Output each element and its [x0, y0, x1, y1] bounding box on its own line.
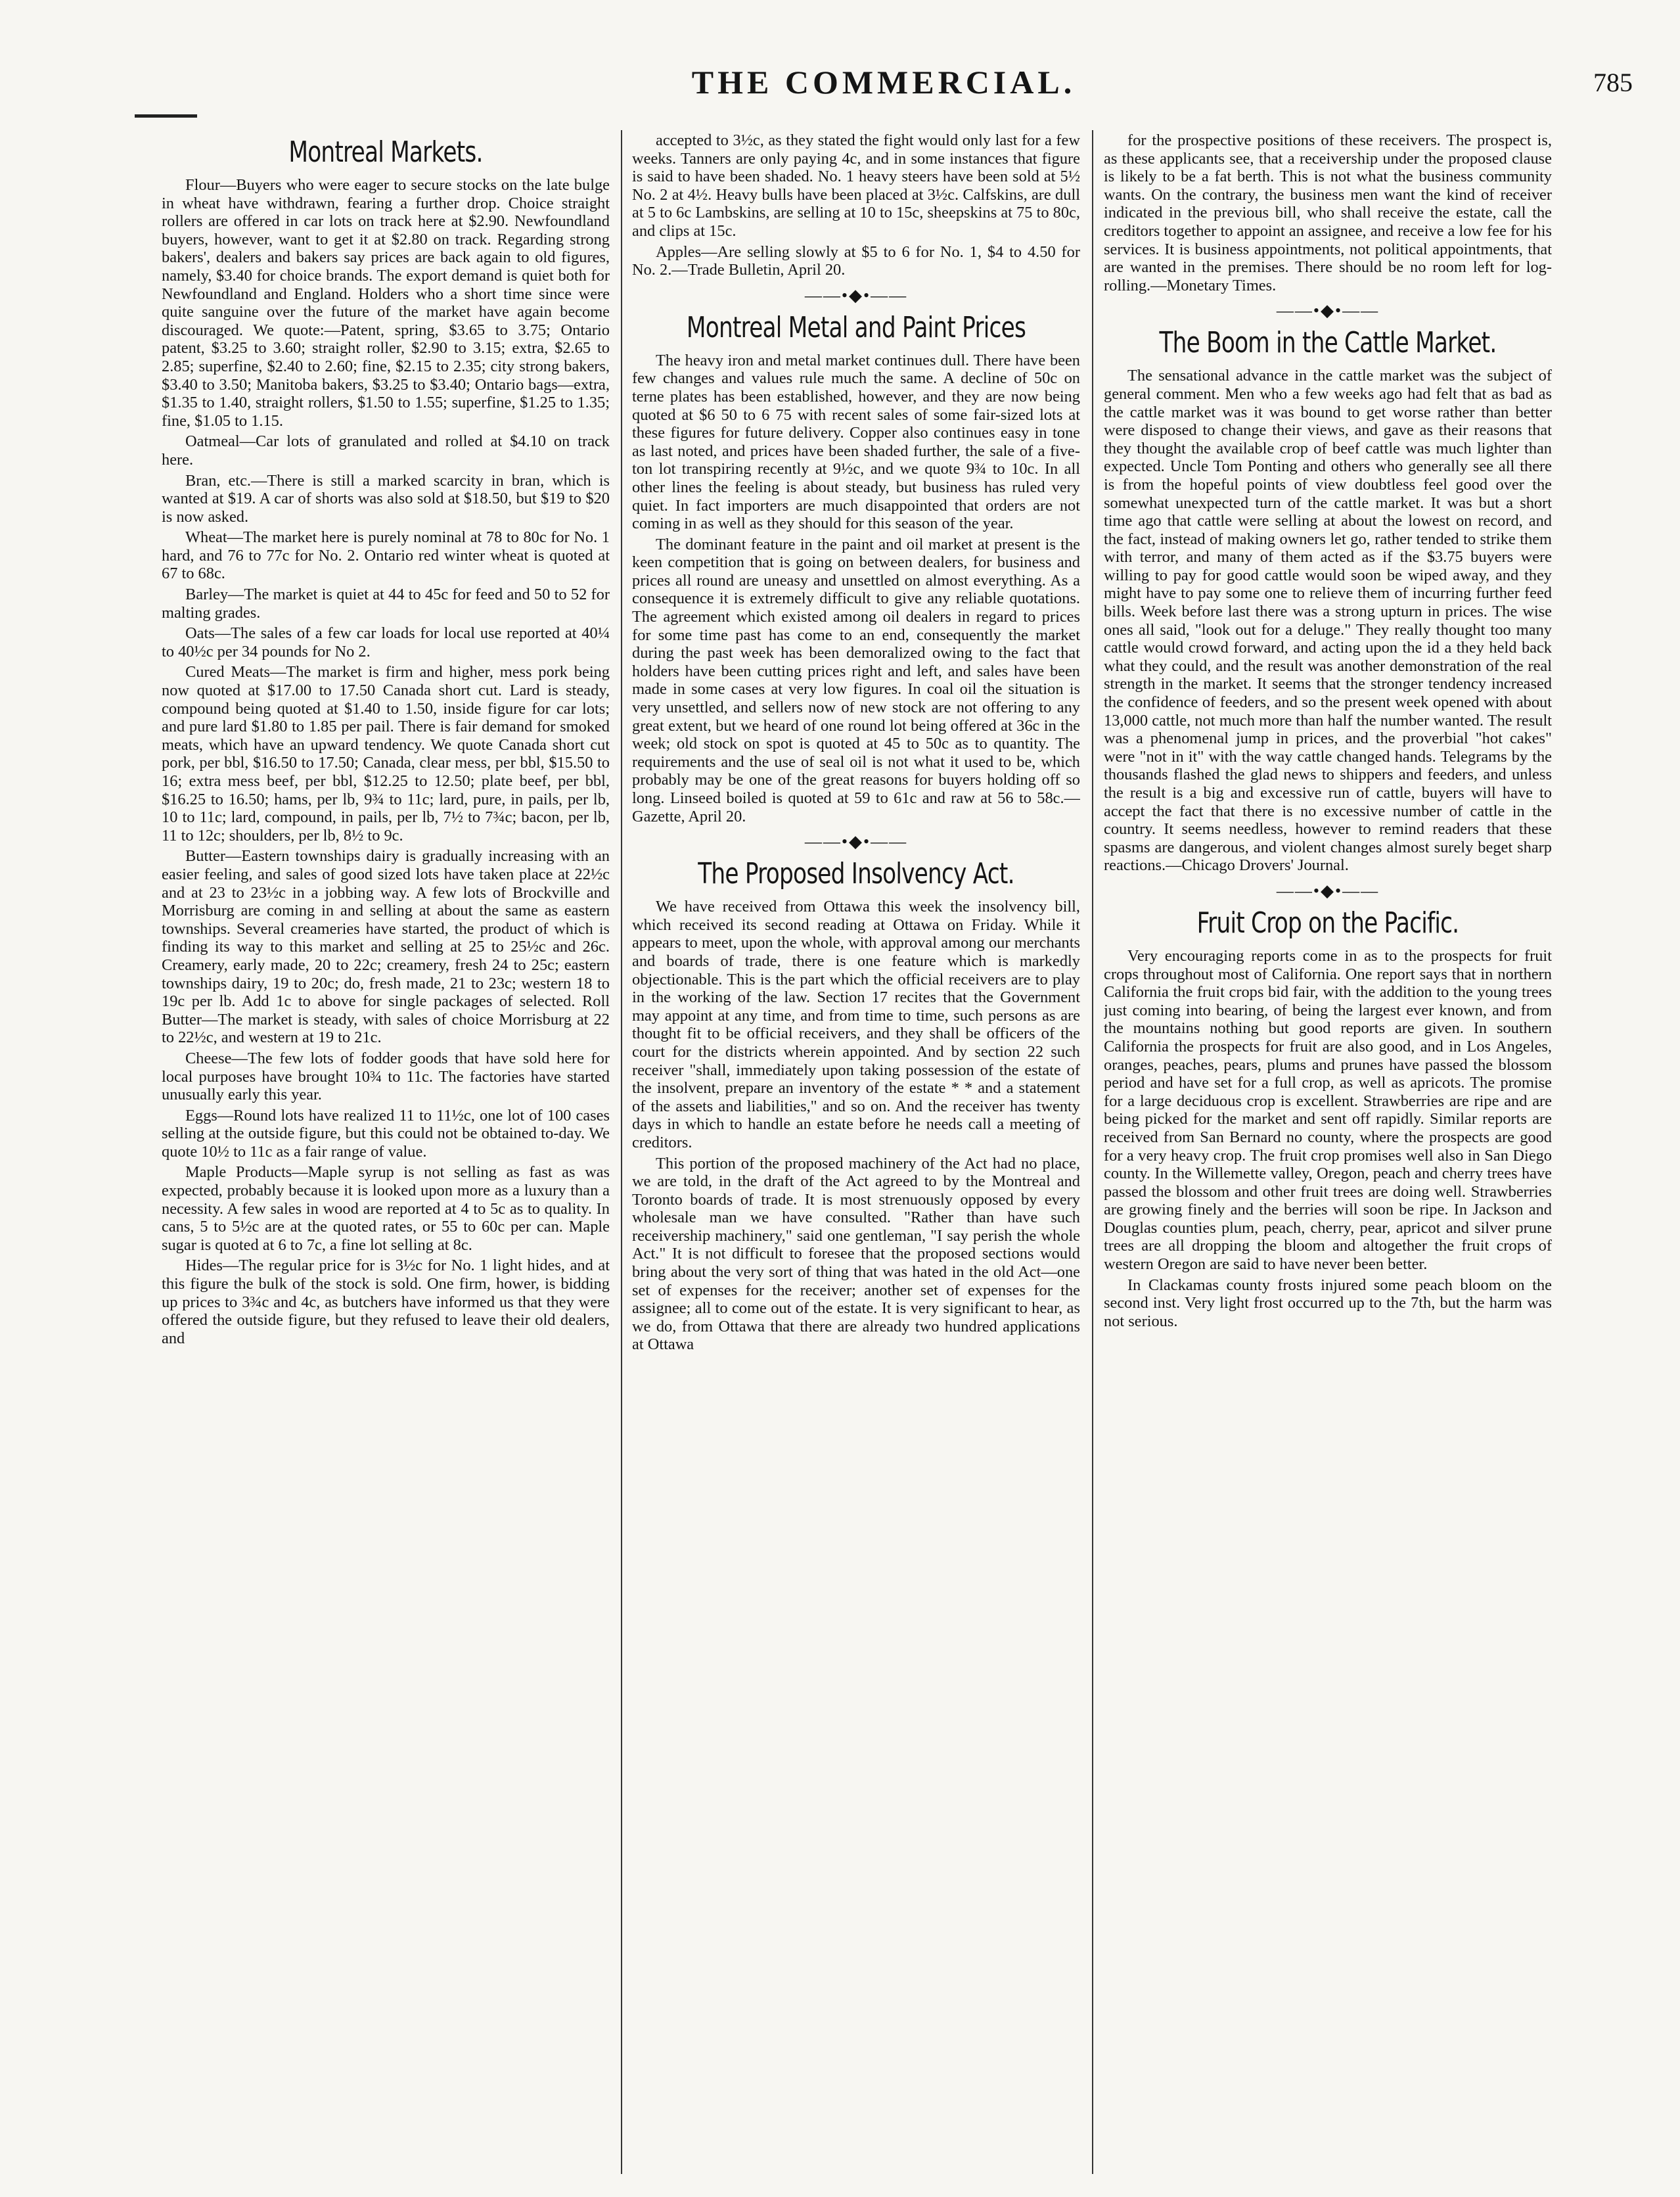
paragraph-cattle-market: The sensational advance in the cattle market was the subject of general comment. Men who a few weeks ago had felt that as bad as the cattle market was it was bound to get worse rather than better were disposed to change their views, and gave as their reasons that they thought the available crop of beef cattle was much lighter than expected. Uncle Tom Ponting and others who generally see all there is from the hopeful points of view doubtless feel good over the somewhat unexpected turn of the cattle market. It was but a short time ago that cattle were selling at about the lowest on record, and the fact, instead of making owners let go, rather tended to strike them with terror, and many of them acted as if the $3.75 buyers were willing to pay for good cattle would soon be wiped away, and they might have to pay some one to relieve them of incurring further feed bills. Week before last there was a strong upturn in prices. The wise ones all said, "look out for a deluge." They really thought too many cattle would crowd forward, and acting upon the id a they held back what they could, and the result was another demonstration of the real strength in the market. It seems that the stronger tendency increased the confidence of feeders, and so the present week opened with about 13,000 cattle, not much more than half the number wanted. The result was a phenomenal jump in prices, and the proverbial "hot cakes" were "not in it" with the way cattle changed hands. Telegrams by the thousands flashed the glad news to shippers and feeders, and unless the result is a big and excessive run of cattle, buyers will have to accept the fact that there is no excessive number of cattle in the country. It seems needless, however to remind readers that these spasms are dangerous, and violent changes almost surely beget sharp reactions.—Chicago Drovers' Journal.: [1104, 367, 1552, 875]
paragraph-cheese: Cheese—The few lots of fodder goods that have sold here for local purposes have brought 10¾ to 11c. The factories have started unusually early this year.: [162, 1049, 610, 1104]
paragraph-insolvency-bill: We have received from Ottawa this week the insolvency bill, which received its second reading at Ottawa on Friday. While it appears to meet, upon the whole, with approval among our merchants and boards of trade, there is one feature which is markedly objectionable. This is the part which the official receivers are to play in the working of the law. Section 17 recites that the Government may appoint at any time, and from time to time, such persons as are thought fit to be official receivers, and they shall be officers of the court for the districts wherein appointed. And by section 22 such receiver "shall, immediately upon taking possession of the estate of the insolvent, prepare an inventory of the estate * * and a statement of the assets and liabilities," and so on. And the receiver has twenty days in which to handle an estate before he needs call a meeting of creditors.: [632, 898, 1080, 1151]
column-rule-1: [621, 130, 622, 2174]
section-separator: ——•◆•——: [804, 285, 908, 305]
paragraph-california-fruit: Very encouraging reports come in as to the prospects for fruit crops throughout most of California. One report says that in northern California the fruit crops bid fair, with the addition to the young trees just coming into bearing, of being the largest ever known, and from the mountains nothing but good reports are given. In southern California the prospects for fruit are also good, and in Los Angeles, oranges, peaches, pears, plums and prunes have passed the blossom period and have set for a full crop, as well as apricots. The promise for a large deciduous crop is excellent. Strawberries are ripe and are being picked for the market and sent off rapidly. Similar reports are received from San Bernard no county, where the prospects are good for a very heavy crop. The fruit crop promises well also in San Diego county. In the Willemette valley, Oregon, peach and cherry trees have passed the blossom and other fruit trees are doing well. Strawberries are growing finely and the berries will soon be ripe. In Jackson and Douglas counties plum, peach, cherry, pear, apricot and silver prune trees are all dropping the bloom and altogether the fruit crops of western Oregon are said to have never been better.: [1104, 946, 1552, 1274]
masthead-rule: [135, 114, 197, 118]
paragraph-clackamas: In Clackamas county frosts injured some peach bloom on the second inst. Very light frost occurred up to the 7th, but the harm was not serious.: [1104, 1276, 1552, 1330]
section-separator: ——•◆•——: [1276, 301, 1380, 321]
heading-metal-paint-prices: Montreal Metal and Paint Prices: [686, 310, 1026, 344]
paragraph-hides-continued: accepted to 3½c, as they stated the fight would only last for a few weeks. Tanners are only paying 4c, and in some instances that figure is said to have been shaded. No. 1 heavy steers have been sold at 5½ No. 2 at 4½. Heavy bulls have been placed at 3½c. Calfskins, are dull at 5 to 6c Lambskins, are selling at 10 to 15c, sheepskins at 75 to 80c, and clips at 15c.: [632, 131, 1080, 240]
paragraph-paint-oil: The dominant feature in the paint and oil market at present is the keen competition that is going on between dealers, for business and prices all round are uneasy and unsettled on almost everything. As a consequence it is extremely difficult to give any reliable quotations. The agreement which existed among oil dealers in regard to prices for some time past has come to an end, consequently the market during the past week has been demoralized owing to the fact that holders have been cutting prices right and left, and sales have been made in some cases at very low figures. In coal oil the situation is very unsettled, and sellers now of new stock are not offering to any great extent, but we heard of one round lot being offered at 36c in the week; old stock on spot is quoted at 45 to 50c as to quantity. The requirements and the use of seal oil is not what it used to be, which probably may be one of the great reasons for buyers holding off so long. Linseed boiled is quoted at 59 to 61c and raw at 56 to 58c.—Gazette, April 20.: [632, 535, 1080, 825]
column-3: [1104, 131, 1552, 2175]
heading-cattle-market: The Boom in the Cattle Market.: [1159, 326, 1497, 360]
section-separator: ——•◆•——: [804, 832, 908, 852]
newspaper-title: THE COMMERCIAL.: [691, 64, 1076, 101]
paragraph-insolvency-machinery: This portion of the proposed machinery of the Act had no place, we are told, in the draft of the Act agreed to by the Montreal and Toronto boards of trade. It is most strenuously opposed by every wholesale man we have consulted. "Rather than have such receivership machinery," said one gentleman, "I say perish the whole Act." It is not difficult to foresee that the proposed sections would bring about the very sort of thing that was hated in the old Act—one set of expenses for the receiver; another set of expenses for the assignee; all to come out of the estate. It is very significant to hear, as we do, from Ottawa that there are already two hundred applications at Ottawa: [632, 1154, 1080, 1354]
paragraph-bran: Bran, etc.—There is still a marked scarcity in bran, which is wanted at $19. A car of shorts was also sold at $18.50, but $19 to $20 is now asked.: [162, 471, 610, 526]
paragraph-wheat: Wheat—The market here is purely nominal at 78 to 80c for No. 1 hard, and 76 to 77c for No. 2. Ontario red winter wheat is quoted at 67 to 68c.: [162, 528, 610, 583]
paragraph-barley: Barley—The market is quiet at 44 to 45c for feed and 50 to 52 for malting grades.: [162, 586, 610, 622]
page-number: 785: [1593, 68, 1633, 97]
paragraph-eggs: Eggs—Round lots have realized 11 to 11½c, one lot of 100 cases selling at the outside figure, but this could not be obtained to-day. We quote 10½ to 11c as a fair range of value.: [162, 1106, 610, 1161]
masthead: [135, 63, 1633, 109]
paragraph-flour: Flour—Buyers who were eager to secure stocks on the late bulge in wheat have withdrawn, fearing a further drop. Choice straight rollers are offered in car lots on track here at $2.90. Newfoundland buyers, however, want to get it at $2.80 on track. Regarding strong bakers', dealers and bakers say prices are back again to old figures, namely, $3.40 for choice brands. The export demand is quiet both for Newfoundland and England. Holders who a short time since were quite sanguine over the future of the market have again become discouraged. We quote:—Patent, spring, $3.65 to 3.75; Ontario patent, $3.25 to 3.60; straight roller, $2.90 to 3.15; extra, $2.65 to 2.85; superfine, $2.40 to 2.60; fine, $2.15 to 2.35; city strong bakers, $3.40 to 3.50; Manitoba bakers, $3.25 to $3.40; Ontario bags—extra, $1.35 to 1.40, straight rollers, $1.50 to 1.55; superfine, $1.25 to 1.35; fine, $1.05 to 1.15.: [162, 176, 610, 430]
column-2: [632, 131, 1080, 2175]
paragraph-hides: Hides—The regular price for is 3½c for No. 1 light hides, and at this figure the bulk of the stock is sold. One firm, hower, is bidding up prices to 3¾c and 4c, as butchers have informed us that they were offered the outside figure, but they refused to leave their old dealers, and: [162, 1257, 610, 1347]
section-separator: ——•◆•——: [1276, 881, 1380, 900]
paragraph-oatmeal: Oatmeal—Car lots of granulated and rolled at $4.10 on track here.: [162, 432, 610, 469]
column-1: [162, 131, 610, 2175]
paragraph-apples: Apples—Are selling slowly at $5 to 6 for No. 1, $4 to 4.50 for No. 2.—Trade Bulletin, April 20.: [632, 243, 1080, 279]
paragraph-oats: Oats—The sales of a few car loads for local use reported at 40¼ to 40½c per 34 pounds for No 2.: [162, 624, 610, 660]
heading-fruit-crop: Fruit Crop on the Pacific.: [1196, 906, 1459, 940]
heading-montreal-markets: Montreal Markets.: [288, 135, 483, 169]
column-rule-2: [1092, 130, 1093, 2174]
paragraph-cured-meats: Cured Meats—The market is firm and higher, mess pork being now quoted at $17.00 to 17.50 Canada short cut. Lard is steady, compound being quoted at $1.40 to 1.50, inside figure for car lots; and pure lard $1.80 to 1.85 per pail. There is fair demand for smoked meats, which have an upward tendency. We quote Canada short cut pork, per bbl, $16.50 to 17.50; Canada, clear mess, per bbl, $15.50 to 16; extra mess beef, per bbl, $12.25 to 12.50; plate beef, per bbl, $16.25 to 16.50; hams, per lb, 9¾ to 11c; lard, pure, in pails, per lb, 10 to 11c; lard, compound, in pails, per lb, 7½ to 7¾c; bacon, per lb, 11 to 12c; shoulders, per lb, 8½ to 9c.: [162, 663, 610, 844]
heading-insolvency-act: The Proposed Insolvency Act.: [698, 857, 1014, 891]
paragraph-iron-metal: The heavy iron and metal market continues dull. There have been few changes and values rule much the same. A decline of 50c on terne plates has been established, however, and they are now being quoted at $6 50 to 6 75 with recent sales of some fair-sized lots at these figures for future delivery. Copper also continues easy in tone as last noted, and prices have been shaded further, the sale of a five-ton lot transpiring recently at 9½c, and we quote 9¾ to 10c. In all other lines the feeling is about steady, but business has ruled very quiet. In fact importers are much disappointed that orders are not coming in as well as they should for this season of the year.: [632, 351, 1080, 533]
paragraph-receivers-continued: for the prospective positions of these receivers. The prospect is, as these applicants see, that a receivership under the proposed clause is likely to be a fat berth. This is not what the business community wants. On the contrary, the business men want the kind of receiver indicated in the previous bill, who shall receive the estate, call the creditors together to appoint an assignee, and receive a low fee for his services. It is business appointments, not political appointments, that are wanted in the premises. There should be no room left for log-rolling.—Monetary Times.: [1104, 131, 1552, 294]
paragraph-maple-products: Maple Products—Maple syrup is not selling as fast as was expected, probably because it is looked upon more as a luxury than a necessity. A few sales in wood are reported at 4 to 5c as to quality. In cans, 5 to 5½c are at the quoted rates, or 55 to 60c per can. Maple sugar is quoted at 6 to 7c, a fine lot selling at 8c.: [162, 1163, 610, 1254]
paragraph-butter: Butter—Eastern townships dairy is gradually increasing with an easier feeling, and sales of good sized lots have taken place at 22½c and at 23 to 23½c in a jobbing way. A few lots of Brockville and Morrisburg are coming in and selling at about the same as eastern townships. Several creameries have started, the product of which is finding its way to this market and selling at 25 to 25½c and 26c. Creamery, early made, 20 to 22c; creamery, fresh 24 to 25c; eastern townships dairy, 19 to 20c; do, fresh made, 21 to 23c; western 18 to 19c per lb. Add 1c to above for single packages of selected. Roll Butter—The market is steady, with sales of choice Morrisburg at 22 to 22½c, and western at 19 to 21c.: [162, 847, 610, 1047]
